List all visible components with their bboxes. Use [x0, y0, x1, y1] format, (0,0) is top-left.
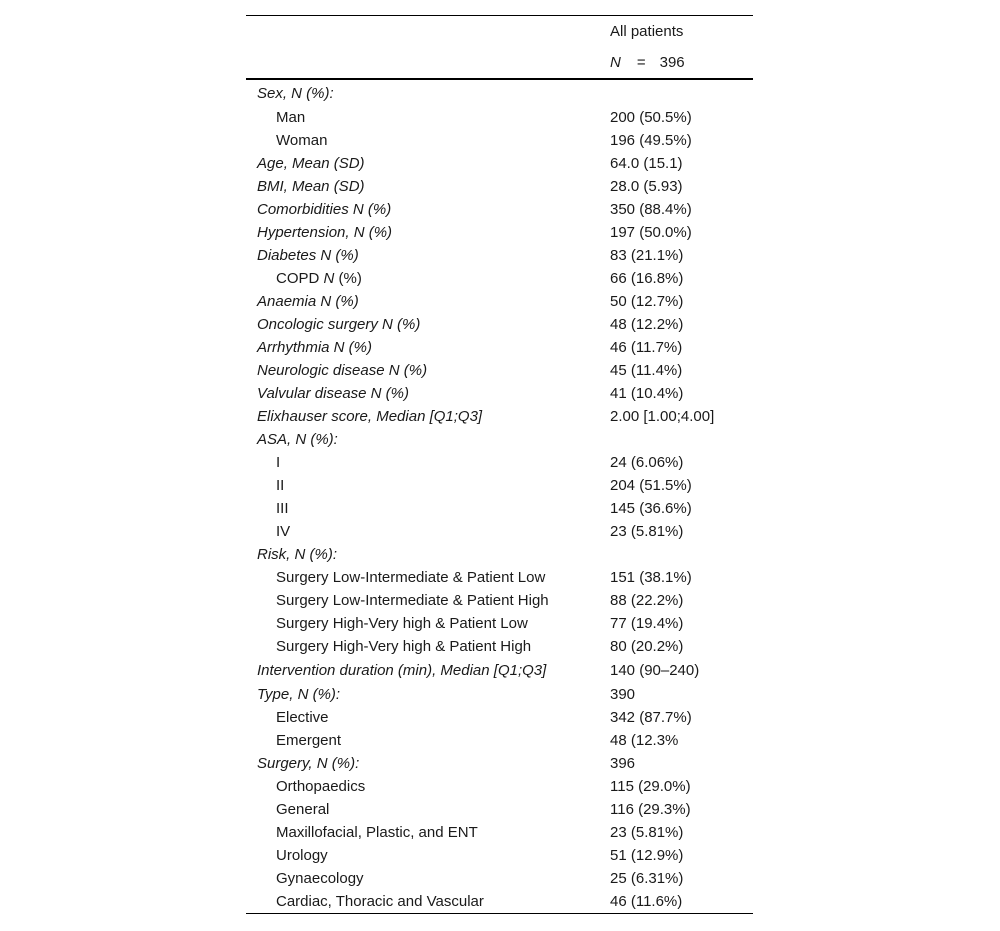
row-value: 48 (12.3% [610, 732, 679, 749]
table-row [246, 683, 753, 706]
table-bottom-rule [246, 913, 753, 914]
row-value: 41 (10.4%) [610, 385, 684, 402]
row-label: COPD N (%) [276, 270, 362, 287]
n-value: 396 [659, 54, 685, 71]
row-value: 83 (21.1%) [610, 247, 684, 264]
row-label: Emergent [276, 732, 342, 749]
table-row [246, 313, 753, 336]
row-label: Intervention duration (min), Median [Q1;Q3] [257, 662, 547, 679]
row-value: 48 (12.2%) [610, 316, 684, 333]
table-row [246, 635, 753, 658]
patient-characteristics-table [246, 15, 753, 914]
row-label: Surgery Low-Intermediate & Patient High [276, 592, 549, 609]
row-label: Neurologic disease N (%) [257, 362, 428, 379]
table-row [246, 520, 753, 543]
row-label: Oncologic surgery N (%) [257, 316, 421, 333]
row-value: 64.0 (15.1) [610, 155, 683, 172]
row-value: 80 (20.2%) [610, 638, 684, 655]
table-row [246, 267, 753, 290]
row-label: Man [276, 109, 306, 126]
column-header-all-patients: All patients [610, 23, 684, 40]
row-value: 50 (12.7%) [610, 293, 684, 310]
table-row [246, 106, 753, 129]
n-italic: N [323, 270, 335, 287]
row-value: 396 [610, 755, 636, 772]
row-value: 25 (6.31%) [610, 870, 684, 887]
row-value: 46 (11.6%) [610, 893, 683, 910]
row-value: 116 (29.3%) [610, 801, 691, 818]
row-value: 197 (50.0%) [610, 224, 692, 241]
row-value: 88 (22.2%) [610, 592, 684, 609]
table-row [246, 658, 753, 683]
n-letter: N [610, 54, 621, 71]
table-row [246, 81, 753, 106]
row-label: Orthopaedics [276, 778, 366, 795]
table-row [246, 821, 753, 844]
row-label: Urology [276, 847, 328, 864]
n-equals: = [636, 54, 646, 71]
row-value: 51 (12.9%) [610, 847, 684, 864]
row-value: 28.0 (5.93) [610, 178, 683, 195]
row-label: Type, N (%): [257, 686, 341, 703]
row-label: II [276, 477, 285, 494]
table-row [246, 152, 753, 175]
row-label: Elixhauser score, Median [Q1;Q3] [257, 408, 483, 425]
row-value: 45 (11.4%) [610, 362, 683, 379]
table-row [246, 890, 753, 913]
row-label: Elective [276, 709, 329, 726]
row-label: Sex, N (%): [257, 85, 334, 102]
row-value: 46 (11.7%) [610, 339, 683, 356]
row-label: ASA, N (%): [257, 431, 338, 448]
row-label: Woman [276, 132, 328, 149]
row-label: Age, Mean (SD) [257, 155, 365, 172]
row-label: General [276, 801, 330, 818]
row-value: 350 (88.4%) [610, 201, 692, 218]
row-label: IV [276, 523, 291, 540]
table-row [246, 198, 753, 221]
table-row [246, 474, 753, 497]
row-label: III [276, 500, 289, 517]
row-label: Risk, N (%): [257, 546, 337, 563]
table-row [246, 543, 753, 566]
table-row [246, 706, 753, 729]
row-label: Surgery Low-Intermediate & Patient Low [276, 569, 546, 586]
row-value: 2.00 [1.00;4.00] [610, 408, 715, 425]
column-header-n [610, 54, 685, 71]
row-label: Surgery High-Very high & Patient High [276, 638, 532, 655]
row-label: I [276, 454, 281, 471]
table-row [246, 867, 753, 890]
row-value: 204 (51.5%) [610, 477, 692, 494]
row-label: Gynaecology [276, 870, 364, 887]
row-label: Surgery High-Very high & Patient Low [276, 615, 528, 632]
row-label: Maxillofacial, Plastic, and ENT [276, 824, 478, 841]
row-label: Comorbidities N (%) [257, 201, 392, 218]
table-row [246, 775, 753, 798]
row-value: 24 (6.06%) [610, 454, 684, 471]
table-row [246, 382, 753, 405]
table-body [246, 80, 753, 913]
row-label: Cardiac, Thoracic and Vascular [276, 893, 484, 910]
table-row [246, 612, 753, 635]
row-label: Valvular disease N (%) [257, 385, 409, 402]
row-label: Anaemia N (%) [257, 293, 359, 310]
row-label: Diabetes N (%) [257, 247, 359, 264]
table-n-row [246, 47, 753, 78]
row-value: 115 (29.0%) [610, 778, 691, 795]
row-value: 23 (5.81%) [610, 523, 684, 540]
row-value: 66 (16.8%) [610, 270, 684, 287]
table-row [246, 451, 753, 474]
table-row [246, 336, 753, 359]
row-value: 23 (5.81%) [610, 824, 684, 841]
table-row [246, 359, 753, 382]
row-label: Arrhythmia N (%) [257, 339, 373, 356]
table-row [246, 497, 753, 520]
row-value: 145 (36.6%) [610, 500, 692, 517]
row-value: 196 (49.5%) [610, 132, 692, 149]
row-value: 151 (38.1%) [610, 569, 692, 586]
row-label: Surgery, N (%): [257, 755, 360, 772]
table-row [246, 729, 753, 752]
table-header-row [246, 16, 753, 47]
table-row [246, 566, 753, 589]
row-label: BMI, Mean (SD) [257, 178, 365, 195]
table-row [246, 290, 753, 313]
table-row [246, 589, 753, 612]
row-value: 342 (87.7%) [610, 709, 692, 726]
table-row [246, 798, 753, 821]
table-row [246, 844, 753, 867]
table-row [246, 175, 753, 198]
row-value: 200 (50.5%) [610, 109, 692, 126]
table-row [246, 129, 753, 152]
row-value: 390 [610, 686, 636, 703]
table-row [246, 221, 753, 244]
row-value: 140 (90–240) [610, 662, 700, 679]
table-row [246, 405, 753, 428]
table-row [246, 752, 753, 775]
table-row [246, 428, 753, 451]
table-row [246, 244, 753, 267]
row-label: Hypertension, N (%) [257, 224, 393, 241]
row-value: 77 (19.4%) [610, 615, 684, 632]
